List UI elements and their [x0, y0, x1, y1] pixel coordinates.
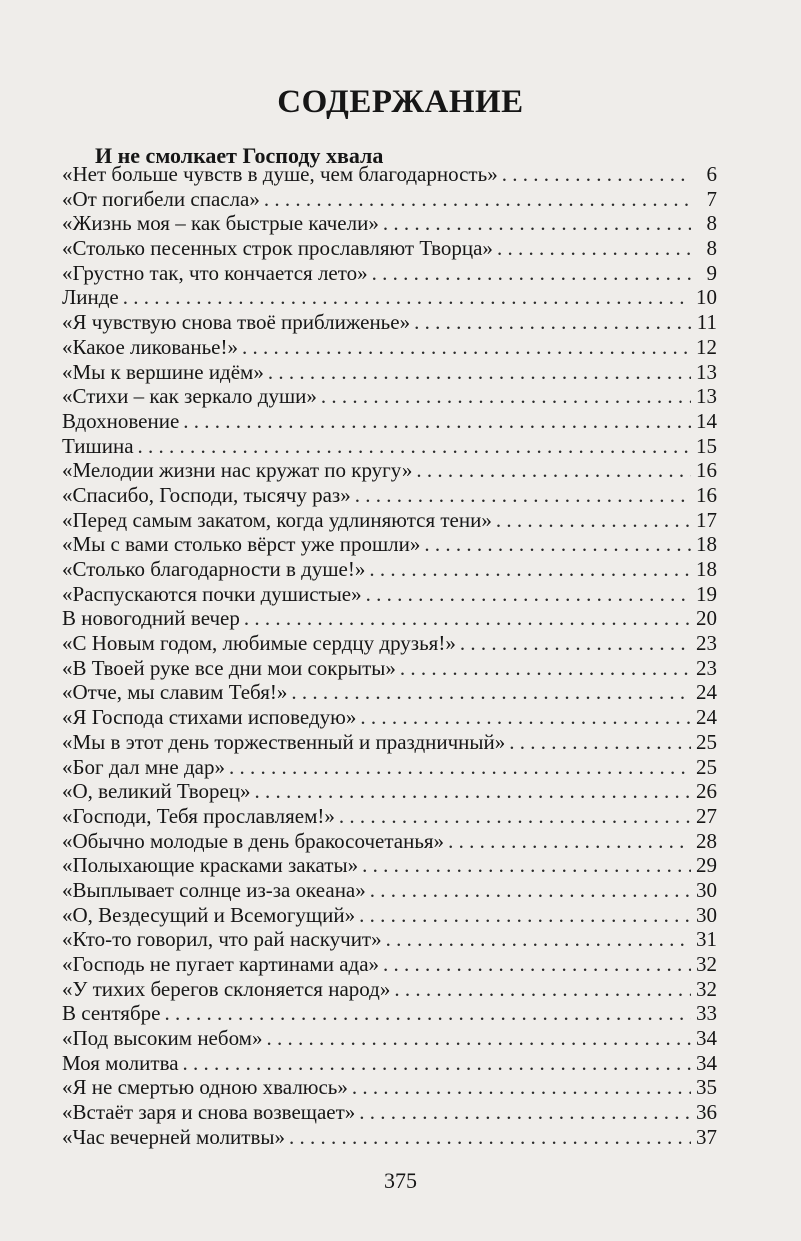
toc-entry — [62, 680, 717, 705]
toc-entry — [62, 903, 717, 928]
toc-entry — [62, 755, 717, 780]
toc-entry-title: «Перед самым закатом, когда удлиняются тени» — [62, 507, 492, 532]
dot-leader — [414, 310, 691, 335]
toc-entry-page: 6 — [706, 162, 717, 186]
toc-entry-page: 8 — [706, 236, 717, 261]
dot-leader — [502, 162, 691, 187]
toc-entry-title: «Мы к вершине идём» — [62, 359, 264, 384]
dot-leader — [291, 680, 691, 705]
toc-entry-page: 30 — [696, 902, 717, 927]
dot-leader — [183, 1051, 691, 1076]
toc-entry-title: «Мы с вами столько вёрст уже прошли» — [62, 532, 421, 557]
toc-entry-title: «Спасибо, Господи, тысячу раз» — [62, 482, 351, 507]
toc-entry-page: 36 — [696, 1100, 717, 1125]
toc-entry — [62, 804, 717, 829]
toc-entry-page: 33 — [696, 1001, 717, 1026]
toc-entry — [62, 236, 717, 261]
toc-entry-title: «Кто-то говорил, что рай наскучит» — [62, 927, 382, 952]
toc-entry-page: 12 — [696, 334, 717, 359]
dot-leader — [383, 952, 691, 977]
toc-entry-page: 23 — [696, 655, 717, 680]
toc-entry — [62, 162, 717, 187]
toc-entry-page: 34 — [696, 1050, 717, 1075]
toc-entry-title: Вдохновение — [62, 408, 180, 433]
toc-entry — [62, 631, 717, 656]
toc-entry-page: 35 — [696, 1075, 717, 1100]
toc-entry-title: «Столько благодарности в душе!» — [62, 557, 366, 581]
dot-leader — [289, 1125, 691, 1150]
dot-leader — [268, 360, 691, 385]
dot-leader — [497, 236, 691, 261]
toc-entry-page: 18 — [696, 557, 717, 581]
toc-entry — [62, 606, 717, 631]
dot-leader — [509, 730, 691, 755]
dot-leader — [366, 582, 691, 607]
toc-entry — [62, 1001, 717, 1026]
toc-entry-page: 24 — [696, 705, 717, 730]
toc-entry-page: 26 — [696, 779, 717, 804]
toc-entry — [62, 483, 717, 508]
toc-entry-title: «Отче, мы славим Тебя!» — [62, 680, 288, 705]
toc-entry-page: 28 — [696, 828, 717, 853]
toc-entry-page: 32 — [696, 952, 717, 976]
toc-entry-page: 29 — [696, 853, 717, 878]
toc-entry-page: 15 — [696, 433, 717, 458]
dot-leader — [386, 927, 691, 952]
toc-entry — [62, 187, 717, 212]
toc-entry-title: «Под высоким небом» — [62, 1026, 263, 1051]
toc-entry-title: Моя молитва — [62, 1050, 179, 1075]
toc-entry — [62, 409, 717, 434]
toc-entry-title: «Полыхающие красками закаты» — [62, 853, 359, 878]
toc-entry — [62, 335, 717, 360]
toc-entry-page: 34 — [696, 1026, 717, 1051]
dot-leader — [416, 458, 691, 483]
toc-entry-page: 17 — [696, 507, 717, 532]
toc-entry-title: «Господь не пугает картинами ада» — [62, 952, 380, 976]
section-heading: И не смолкает Господу хвала — [95, 143, 384, 168]
toc-entry-page: 8 — [706, 211, 717, 236]
toc-entry — [62, 508, 717, 533]
toc-entry-title: В новогодний вечер — [62, 606, 240, 631]
toc-entry-title: «Бог дал мне дар» — [62, 754, 225, 779]
page-title: СОДЕРЖАНИЕ — [277, 84, 524, 120]
dot-leader — [372, 261, 691, 286]
toc-entry — [62, 557, 717, 582]
toc-entry-title: «С Новым годом, любимые сердцу друзья!» — [62, 631, 456, 656]
toc-entry — [62, 952, 717, 977]
dot-leader — [360, 705, 691, 730]
toc-entry — [62, 656, 717, 681]
toc-entry-title: «У тихих берегов склоняется народ» — [62, 976, 391, 1001]
toc-entry — [62, 853, 717, 878]
dot-leader — [229, 755, 691, 780]
toc-entry-title: Тишина — [62, 433, 134, 458]
toc-entry — [62, 878, 717, 903]
toc-entry-title: «Стихи – как зеркало души» — [62, 384, 317, 409]
dot-leader — [138, 434, 691, 459]
dot-leader — [339, 804, 691, 829]
dot-leader — [123, 285, 691, 310]
toc-entry-page: 13 — [696, 359, 717, 384]
toc-entry-page: 27 — [696, 803, 717, 828]
toc-entry — [62, 1075, 717, 1100]
toc-entry-title: «Встаёт заря и снова возвещает» — [62, 1100, 356, 1125]
toc-entry — [62, 829, 717, 854]
toc-entry — [62, 458, 717, 483]
toc-entry-page: 16 — [696, 458, 717, 483]
toc-entry — [62, 705, 717, 730]
toc-entry-page: 30 — [696, 877, 717, 902]
toc-entry-title: «О, Вездесущий и Всемогущий» — [62, 902, 356, 927]
toc-entry — [62, 1125, 717, 1150]
toc-entry-title: «Грустно так, что кончается лето» — [62, 260, 368, 285]
toc-entry — [62, 977, 717, 1002]
toc-entry — [62, 927, 717, 952]
dot-leader — [424, 532, 691, 557]
toc-entry-title: «Мы в этот день торжественный и праздничный» — [62, 729, 506, 754]
toc-entry-title: «Господи, Тебя прославляем!» — [62, 803, 335, 828]
dot-leader — [164, 1001, 691, 1026]
dot-leader — [362, 853, 691, 878]
toc-entry-page: 24 — [696, 680, 717, 705]
toc-entry — [62, 261, 717, 286]
toc-entry-page: 19 — [696, 581, 717, 606]
dot-leader — [244, 606, 691, 631]
toc-entry — [62, 434, 717, 459]
dot-leader — [266, 1026, 691, 1051]
page-number: 375 — [384, 1168, 417, 1193]
toc-entry-page: 25 — [696, 729, 717, 754]
dot-leader — [383, 211, 691, 236]
dot-leader — [460, 631, 691, 656]
toc-entry-title: «Я Господа стихами исповедую» — [62, 705, 357, 730]
toc-entry-page: 37 — [696, 1124, 717, 1149]
toc-entry — [62, 730, 717, 755]
dot-leader — [255, 779, 691, 804]
dot-leader — [496, 508, 691, 533]
toc-entry-title: «Выплывает солнце из-за океана» — [62, 877, 366, 902]
dot-leader — [242, 335, 691, 360]
toc-entry-title: «Мелодии жизни нас кружат по кругу» — [62, 458, 413, 483]
toc-entry-title: «Я не смертью одною хвалюсь» — [62, 1075, 348, 1100]
toc-entry-page: 25 — [696, 754, 717, 779]
toc-entry-page: 13 — [696, 384, 717, 409]
toc-entry-page: 18 — [696, 532, 717, 557]
toc-entry-page: 7 — [706, 186, 717, 211]
toc-entry-page: 9 — [706, 260, 717, 285]
toc-entry-page: 11 — [696, 310, 717, 335]
dot-leader — [394, 977, 691, 1002]
toc-entry-title: «Час вечерней молитвы» — [62, 1124, 285, 1149]
toc-entry-title: «Я чувствую снова твоё приближенье» — [62, 310, 411, 335]
dot-leader — [355, 483, 691, 508]
toc-entry-title: «Нет больше чувств в душе, чем благодарность» — [62, 162, 498, 186]
toc-entry — [62, 1051, 717, 1076]
toc-entry-page: 23 — [696, 631, 717, 656]
dot-leader — [400, 656, 691, 681]
toc-entry-page: 20 — [696, 606, 717, 631]
toc-entry — [62, 582, 717, 607]
toc-entry-page: 31 — [696, 927, 717, 952]
toc-entry-title: «Какое ликованье!» — [62, 334, 238, 359]
dot-leader — [370, 878, 691, 903]
toc-entry — [62, 1100, 717, 1125]
toc-entry — [62, 285, 717, 310]
dot-leader — [369, 557, 691, 582]
toc-entry-title: «Обычно молодые в день бракосочетанья» — [62, 828, 445, 853]
toc-entry-page: 32 — [696, 976, 717, 1001]
dot-leader — [321, 384, 691, 409]
toc-entry-title: «Распускаются почки душистые» — [62, 581, 362, 606]
toc-entry-title: «О, великий Творец» — [62, 779, 251, 804]
toc-entry — [62, 211, 717, 236]
toc-entry-title: «От погибели спасла» — [62, 186, 260, 211]
toc-entry — [62, 532, 717, 557]
dot-leader — [448, 829, 691, 854]
toc-entry-title: «В Твоей руке все дни мои сокрыты» — [62, 655, 396, 680]
table-of-contents — [62, 162, 717, 1150]
toc-entry-title: В сентябре — [62, 1001, 161, 1026]
toc-entry-page: 14 — [696, 408, 717, 433]
dot-leader — [264, 187, 691, 212]
dot-leader — [352, 1075, 691, 1100]
toc-entry-page: 10 — [696, 285, 717, 310]
toc-entry-page: 16 — [696, 482, 717, 507]
toc-entry — [62, 1026, 717, 1051]
toc-entry — [62, 310, 717, 335]
toc-entry-title: Линде — [62, 285, 119, 310]
toc-entry — [62, 384, 717, 409]
toc-entry — [62, 360, 717, 385]
toc-entry-title: «Жизнь моя – как быстрые качели» — [62, 211, 379, 236]
dot-leader — [359, 1100, 691, 1125]
toc-entry-title: «Столько песенных строк прославляют Творца» — [62, 236, 493, 261]
dot-leader — [359, 903, 691, 928]
toc-entry — [62, 779, 717, 804]
dot-leader — [183, 409, 691, 434]
